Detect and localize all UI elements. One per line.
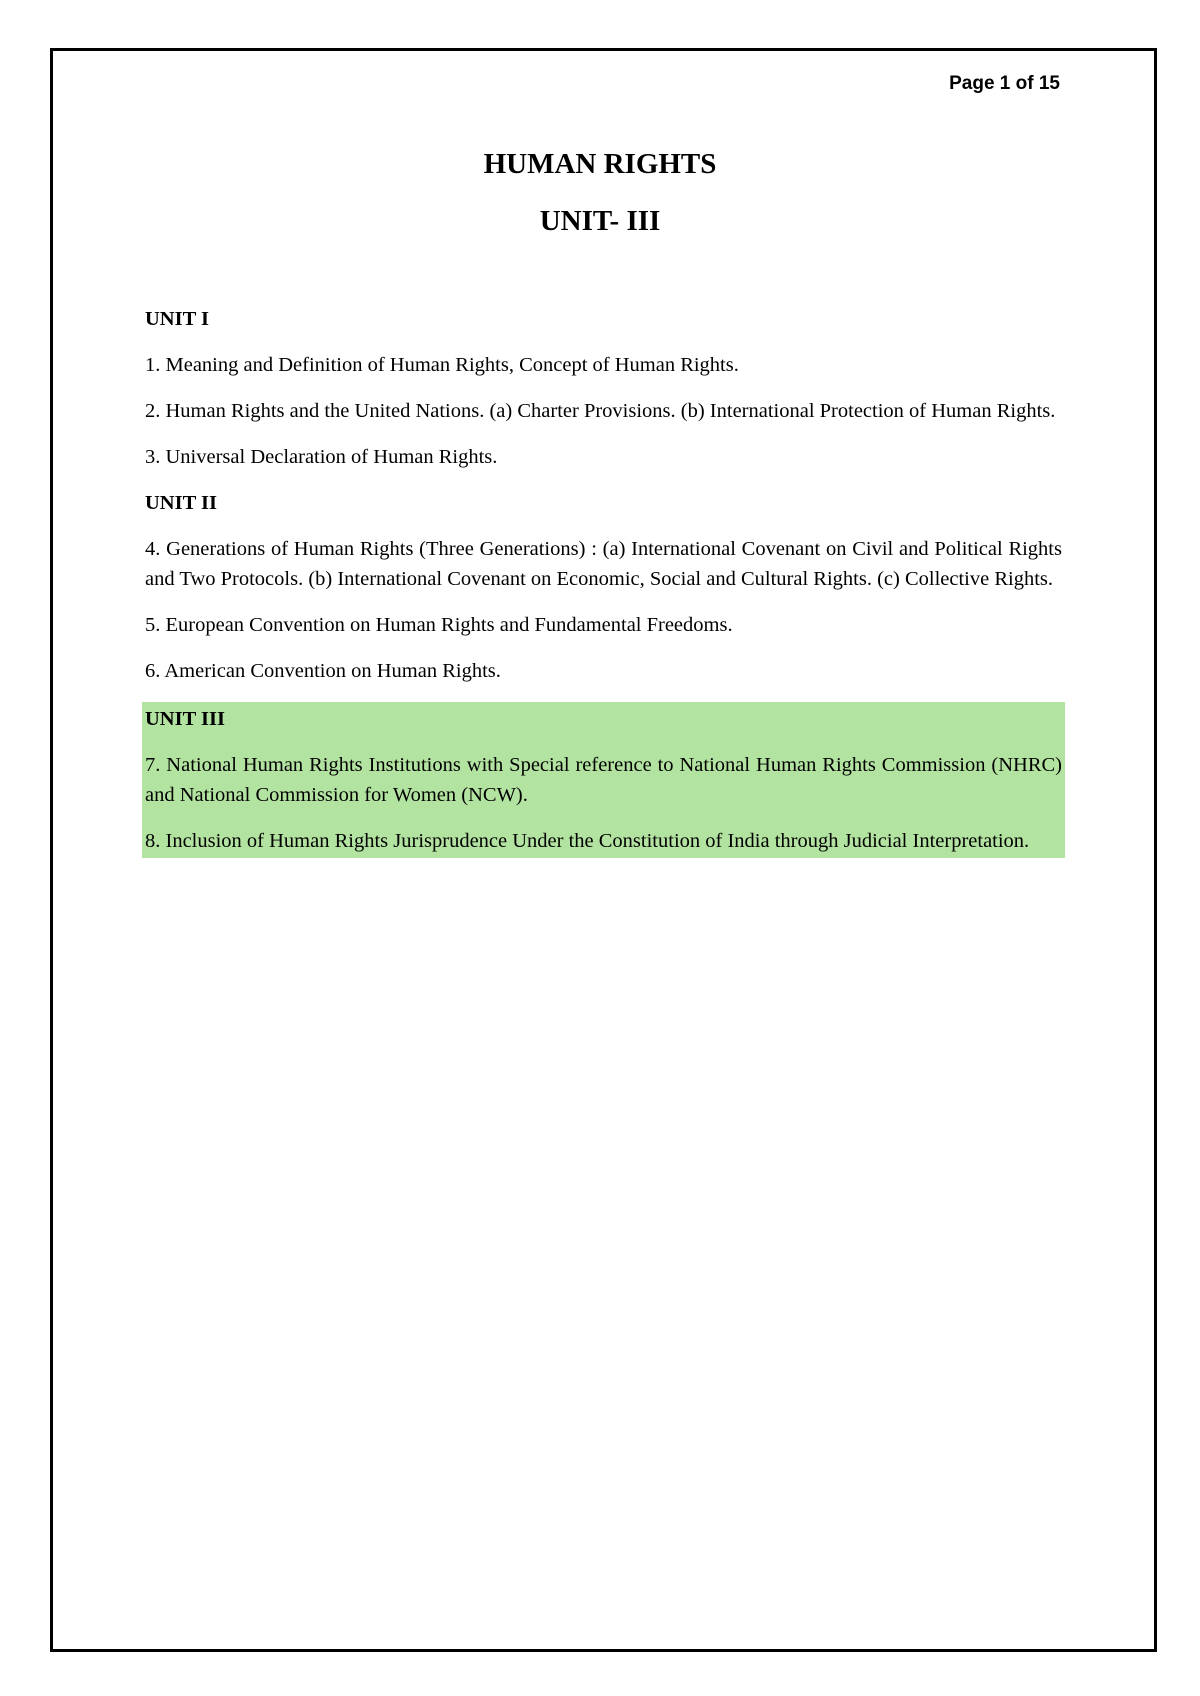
syllabus-item: 5. European Convention on Human Rights and Fundamental Freedoms. bbox=[145, 614, 733, 636]
syllabus-item: 1. Meaning and Definition of Human Rights, Concept of Human Rights. bbox=[145, 354, 739, 376]
syllabus-content bbox=[145, 304, 1062, 858]
syllabus-item: 2. Human Rights and the United Nations. (a) Charter Provisions. (b) International Protection of Human Rights. bbox=[145, 400, 1056, 422]
syllabus-item: 3. Universal Declaration of Human Rights. bbox=[145, 446, 498, 468]
document-subtitle: UNIT- III bbox=[539, 205, 661, 237]
unit-heading: UNIT II bbox=[145, 492, 217, 514]
unit-heading: UNIT III bbox=[145, 708, 225, 730]
syllabus-item: 7. National Human Rights Institutions with Special reference to National Human Rights Commission (NHRC) and National Commission for Women (NCW). bbox=[145, 754, 1062, 806]
document-title: HUMAN RIGHTS bbox=[483, 148, 717, 180]
syllabus-item: 6. American Convention on Human Rights. bbox=[145, 660, 501, 682]
highlighted-unit-section bbox=[142, 702, 1065, 858]
page-number: Page 1 of 15 bbox=[949, 73, 1060, 94]
syllabus-item: 4. Generations of Human Rights (Three Generations) : (a) International Covenant on Civil and Political Rights and Two Protocols. (b) International Covenant on Economic, Social and Cultural Rights. (c) Collective Rights. bbox=[145, 538, 1062, 590]
unit-heading: UNIT I bbox=[145, 308, 209, 330]
syllabus-item: 8. Inclusion of Human Rights Jurisprudence Under the Constitution of India through Judicial Interpretation. bbox=[145, 830, 1030, 852]
